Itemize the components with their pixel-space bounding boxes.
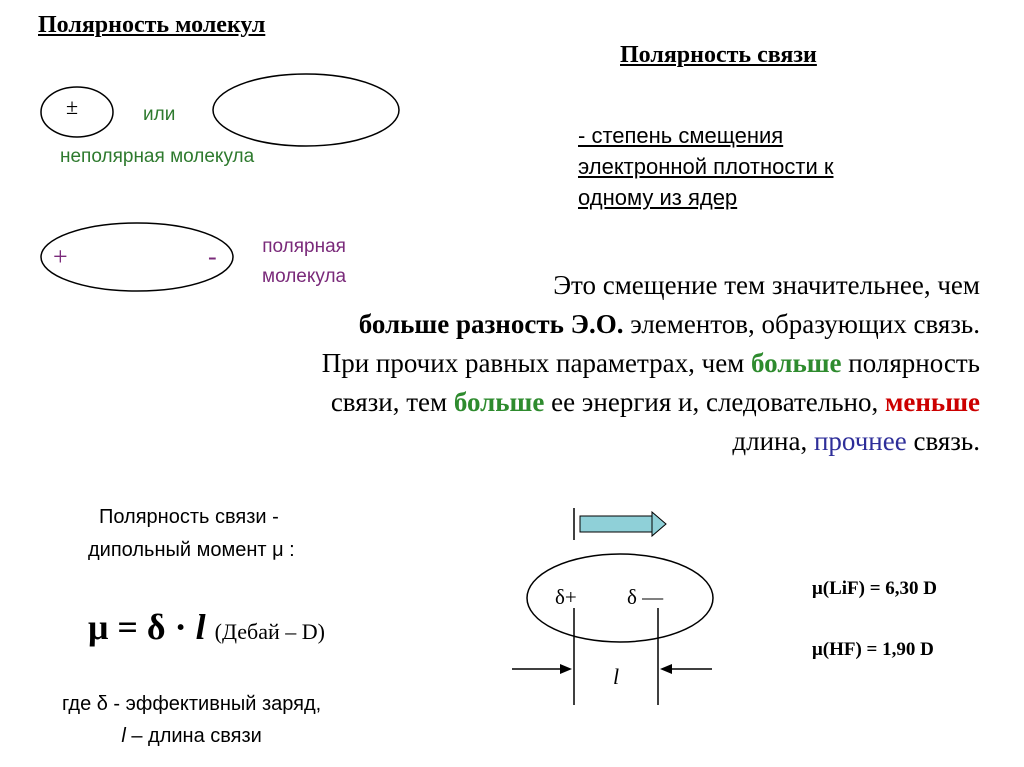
- dipole-formula: [88, 606, 325, 648]
- bond-length-right-arrowhead: [660, 664, 672, 674]
- section-title-bond-polarity: Полярность связи: [620, 42, 817, 68]
- dipole-value-lif: μ(LiF) = 6,30 D: [812, 578, 938, 599]
- definition-line: - степень смещения: [578, 123, 784, 148]
- paragraph-text: ее энергия и, следовательно,: [544, 387, 885, 417]
- plus-sign: +: [53, 242, 68, 271]
- legend-length: [62, 720, 321, 752]
- or-label: или: [143, 104, 176, 125]
- delta-plus-label: δ+: [555, 585, 577, 609]
- polar-label-line: молекула: [262, 266, 347, 287]
- nonpolar-large-ellipse: [213, 74, 399, 146]
- dipole-heading-line1: Полярность связи -: [99, 506, 279, 528]
- definition-line: одному из ядер: [578, 185, 738, 210]
- formula-legend: [62, 688, 321, 752]
- paragraph-line: [130, 305, 980, 344]
- dipole-heading-line2: дипольный момент μ :: [88, 539, 295, 561]
- paragraph-text: связь.: [906, 426, 980, 456]
- formula-text: μ = δ ·: [88, 607, 196, 647]
- emphasis-more: больше: [453, 387, 545, 417]
- dipole-arrow-head: [652, 512, 666, 536]
- paragraph-text: При прочих равных параметрах, чем: [321, 348, 752, 378]
- dipole-value-hf: μ(HF) = 1,90 D: [812, 639, 934, 660]
- paragraph-line: [130, 422, 980, 461]
- dipole-arrow-shaft: [580, 516, 652, 532]
- formula-length-symbol: l: [195, 607, 206, 647]
- paragraph-line: [130, 383, 980, 422]
- minus-sign: -: [208, 242, 217, 271]
- paragraph-text: длина,: [732, 426, 814, 456]
- emphasis-more: больше: [751, 348, 842, 378]
- paragraph-line: [130, 344, 980, 383]
- paragraph-text: полярность: [841, 348, 980, 378]
- legend-text: – длина связи: [125, 725, 262, 747]
- paragraph-bold-text: больше разность Э.О.: [358, 309, 624, 339]
- nonpolar-molecule-label: неполярная молекула: [60, 146, 255, 167]
- paragraph-text: связи, тем: [330, 387, 454, 417]
- bond-length-label: l: [613, 664, 620, 689]
- length-symbol: l: [121, 725, 126, 747]
- formula-unit: (Дебай – D): [214, 619, 325, 644]
- paragraph-line: [130, 266, 980, 305]
- definition-line: электронной плотности к: [578, 154, 834, 179]
- legend-charge: где δ - эффективный заряд,: [62, 693, 322, 715]
- paragraph-text: Это смещение тем значительнее, чем: [553, 270, 980, 300]
- emphasis-less: меньше: [885, 387, 980, 417]
- delta-minus-label: δ —: [627, 585, 664, 609]
- page-title: Полярность молекул: [38, 12, 266, 38]
- explanation-paragraph: [130, 266, 980, 461]
- bond-length-left-arrowhead: [560, 664, 572, 674]
- emphasis-stronger: прочнее: [813, 426, 907, 456]
- paragraph-text: элементов, образующих связь.: [623, 309, 980, 339]
- polar-label-line: полярная: [262, 236, 346, 257]
- pm-sign: ±: [66, 94, 79, 119]
